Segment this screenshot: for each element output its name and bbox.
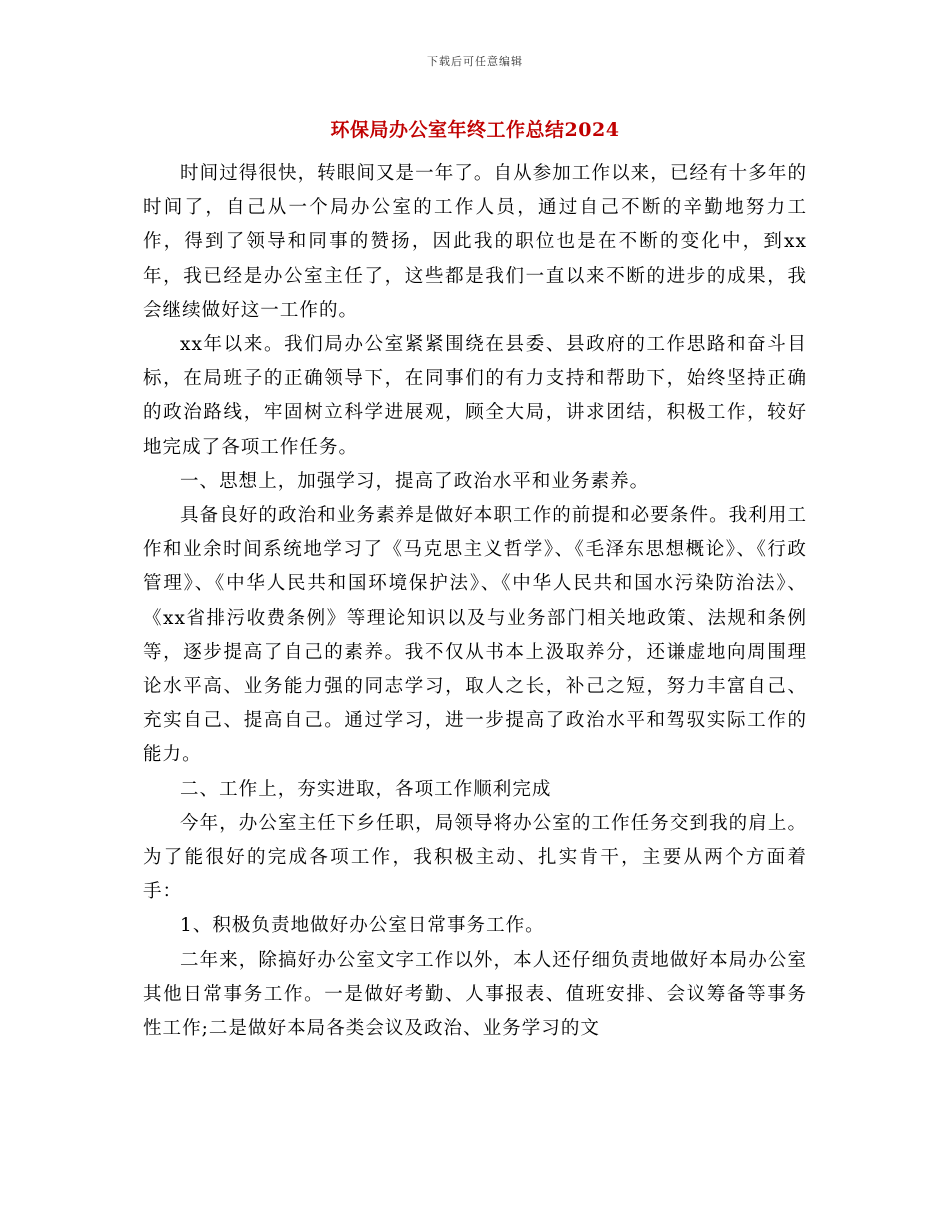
paragraph: 具备良好的政治和业务素养是做好本职工作的前提和必要条件。我利用工作和业余时间系统地学习了《马克思主义哲学》、《毛泽东思想概论》、《行政管理》、《中华人民共和国环境保护法》、《中华人民共和国水污染防治法》、《xx省排污收费条例》等理论知识以及与业务部门相关地政策、法规和条例等，逐步提高了自己的素养。我不仅从书本上汲取养分，还谦虚地向周围理论水平高、业务能力强的同志学习，取人之长，补己之短，努力丰富自己、充实自己、提高自己。通过学习，进一步提高了政治水平和驾驭实际工作的能力。 (143, 505, 807, 766)
paragraph: xx年以来。我们局办公室紧紧围绕在县委、县政府的工作思路和奋斗目标，在局班子的正确领导下，在同事们的有力支持和帮助下，始终坚持正确的政治路线，牢固树立科学进展观，顾全大局，讲求团结，积极工作，较好地完成了各项工作任务。 (143, 334, 807, 458)
document-title: 环保局办公室年终工作总结2024 (330, 119, 620, 141)
paragraph: 今年，办公室主任下乡任职，局领导将办公室的工作任务交到我的肩上。为了能很好的完成各项工作，我积极主动、扎实肯干，主要从两个方面着手： (143, 812, 807, 903)
page-header-note: 下载后可任意编辑 (427, 55, 523, 68)
document-body (143, 157, 807, 1046)
section-heading: 二、工作上，夯实进取，各项工作顺利完成 (180, 778, 552, 800)
subsection-heading: 1、积极负责地做好办公室日常事务工作。 (180, 915, 545, 937)
paragraph: 二年来，除搞好办公室文字工作以外，本人还仔细负责地做好本局办公室其他日常事务工作。一是做好考勤、人事报表、值班安排、会议筹备等事务性工作;二是做好本局各类会议及政治、业务学习的文 (143, 949, 807, 1040)
section-heading: 一、思想上，加强学习，提高了政治水平和业务素养。 (180, 470, 650, 492)
paragraph: 时间过得很快，转眼间又是一年了。自从参加工作以来，已经有十多年的时间了，自己从一个局办公室的工作人员，通过自己不断的辛勤地努力工作，得到了领导和同事的赞扬，因此我的职位也是在不断的变化中，到xx年，我已经是办公室主任了，这些都是我们一直以来不断的进步的成果，我会继续做好这一工作的。 (143, 163, 807, 321)
